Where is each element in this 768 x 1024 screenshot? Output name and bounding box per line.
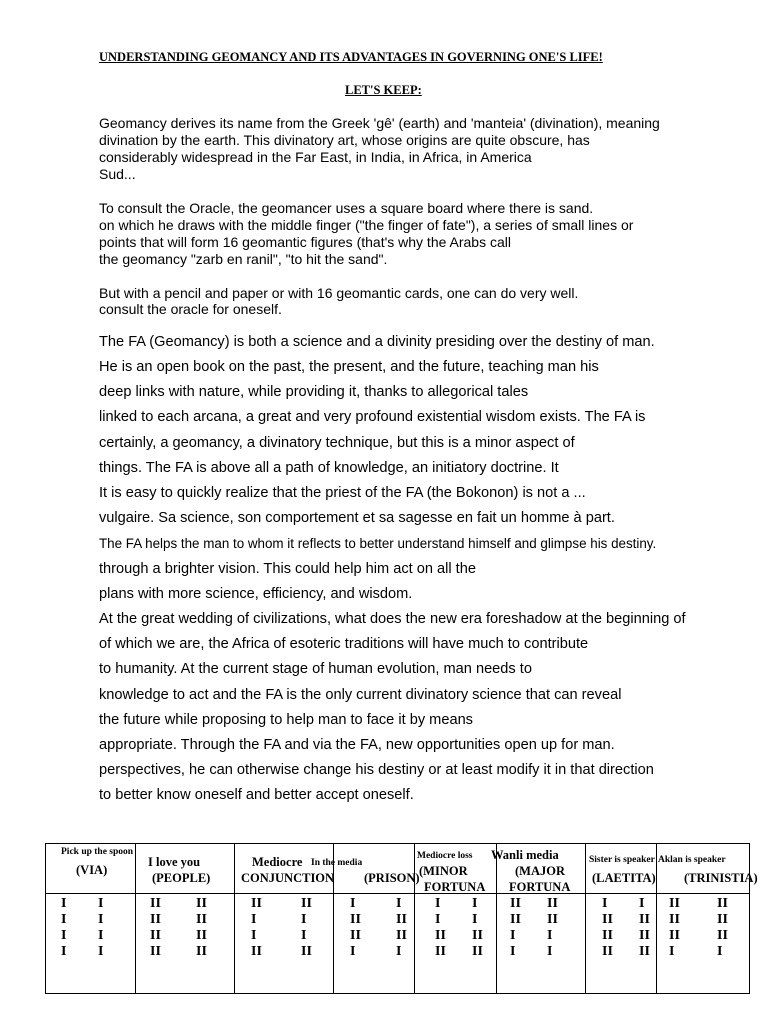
text-line: vulgaire. Sa science, son comportement et sa sagesse en fait un homme à part. [99,510,615,526]
header-label: (LAETITA) [592,871,656,885]
double-stroke-mark: II [301,896,312,911]
text-line: He is an open book on the past, the present, and the future, teaching man his [99,359,599,375]
figure-cell [334,894,415,994]
figure-row [415,912,496,928]
figure-row [586,928,656,944]
double-stroke-mark: II [717,928,728,943]
figure-row [136,912,234,928]
double-stroke-mark: II [472,928,483,943]
double-stroke-mark: II [396,928,407,943]
text-line: It is easy to quickly realize that the priest of the FA (the Bokonon) is not a ... [99,485,586,501]
single-stroke-mark: I [396,896,402,911]
double-stroke-mark: II [251,944,262,959]
figure-row [415,896,496,912]
double-stroke-mark: II [669,896,680,911]
figure-cell [586,894,657,994]
single-stroke-mark: I [98,944,104,959]
single-stroke-mark: I [435,896,441,911]
double-stroke-mark: II [196,912,207,927]
figure-row [136,944,234,960]
single-stroke-mark: I [669,944,675,959]
double-stroke-mark: II [547,912,558,927]
double-stroke-mark: II [639,944,650,959]
double-stroke-mark: II [196,928,207,943]
double-stroke-mark: II [435,944,446,959]
double-stroke-mark: II [510,896,521,911]
double-stroke-mark: II [602,928,613,943]
figure-row [586,944,656,960]
figure-row [497,896,585,912]
figure-row [497,928,585,944]
single-stroke-mark: I [301,912,307,927]
figure-row [415,944,496,960]
text-line: to better know oneself and better accept oneself. [99,787,414,803]
figure-row [136,896,234,912]
single-stroke-mark: I [472,912,478,927]
header-label: (PEOPLE) [152,871,211,885]
header-label: (MAJOR [515,864,565,878]
figure-cell [46,894,136,994]
text-line: But with a pencil and paper or with 16 geomantic cards, one can do very well. [99,285,579,301]
figure-row [415,928,496,944]
single-stroke-mark: I [547,944,553,959]
double-stroke-mark: II [472,944,483,959]
table-figures-row [46,894,750,994]
figure-row [235,896,333,912]
figure-row [334,912,414,928]
table-header-row [46,844,750,894]
text-line: perspectives, he can otherwise change his destiny or at least modify it in that direction [99,762,654,778]
text-line: Sud... [99,166,136,182]
double-stroke-mark: II [251,896,262,911]
header-label: FORTUNA [424,880,486,894]
figure-row [136,928,234,944]
figure-row [334,896,414,912]
text-line: knowledge to act and the FA is the only current divinatory science that can reveal [99,687,622,703]
figure-cell [415,894,497,994]
double-stroke-mark: II [602,912,613,927]
figure-row [235,912,333,928]
double-stroke-mark: II [150,896,161,911]
text-line: plans with more science, efficiency, and wisdom. [99,586,413,602]
header-label: Pick up the spoon [61,847,134,857]
text-line: linked to each arcana, a great and very profound existential wisdom exists. The FA is [99,409,646,425]
text-line: on which he draws with the middle finger ("the finger of fate"), a series of small lines or [99,217,634,233]
text-line: To consult the Oracle, the geomancer uses a square board where there is sand. [99,200,594,216]
double-stroke-mark: II [717,912,728,927]
figure-row [497,912,585,928]
double-stroke-mark: II [396,912,407,927]
header-label: (VIA) [76,863,108,877]
single-stroke-mark: I [435,912,441,927]
single-stroke-mark: I [61,912,67,927]
text-line: through a brighter vision. This could help him act on all the [99,561,476,577]
header-cell [46,844,136,894]
double-stroke-mark: II [602,944,613,959]
figure-cell [136,894,235,994]
header-label: Aklan is speaker [658,855,726,865]
figure-cell [235,894,334,994]
text-line: appropriate. Through the FA and via the FA, new opportunities open up for man. [99,737,615,753]
header-label: FORTUNA [509,880,571,894]
figure-row [334,944,414,960]
single-stroke-mark: I [472,896,478,911]
header-label: (PRISON) [364,871,420,885]
single-stroke-mark: I [350,944,356,959]
double-stroke-mark: II [669,928,680,943]
single-stroke-mark: I [350,896,356,911]
text-line: Geomancy derives its name from the Greek 'gê' (earth) and 'manteia' (divination), meaning [99,115,660,131]
single-stroke-mark: I [717,944,723,959]
double-stroke-mark: II [547,896,558,911]
text-line: The FA helps the man to whom it reflects to better understand himself and glimpse his destiny. [99,536,657,551]
header-label: (MINOR [419,864,468,878]
document-title: UNDERSTANDING GEOMANCY AND ITS ADVANTAGES IN GOVERNING ONE'S LIFE! [99,50,603,64]
header-cell [136,844,235,894]
text-line: of which we are, the Africa of esoteric traditions will have much to contribute [99,636,589,652]
figure-row [586,912,656,928]
double-stroke-mark: II [639,928,650,943]
text-line: points that will form 16 geomantic figures (that's why the Arabs call [99,234,511,250]
figure-row [235,928,333,944]
figure-row [235,944,333,960]
double-stroke-mark: II [350,912,361,927]
double-stroke-mark: II [717,896,728,911]
text-line: the future while proposing to help man to face it by means [99,712,473,728]
header-cell [491,844,586,894]
double-stroke-mark: II [196,896,207,911]
figure-row [46,944,135,960]
figure-row [586,896,656,912]
header-label: Mediocre loss [417,851,473,861]
figure-row [46,912,135,928]
double-stroke-mark: II [150,928,161,943]
single-stroke-mark: I [98,896,104,911]
single-stroke-mark: I [547,928,553,943]
document-subtitle: LET'S KEEP: [345,83,422,97]
double-stroke-mark: II [196,944,207,959]
text-line: things. The FA is above all a path of knowledge, an initiatory doctrine. It [99,460,559,476]
header-label: CONJUNCTION [241,871,335,885]
text-line: consult the oracle for oneself. [99,301,282,317]
double-stroke-mark: II [150,944,161,959]
header-cell [415,844,497,894]
single-stroke-mark: I [396,944,402,959]
header-label: I love you [148,855,201,869]
header-label: Mediocre [252,855,303,869]
header-cell [235,844,363,894]
text-line: the geomancy "zarb en ranil", "to hit the sand". [99,251,388,267]
figure-cell [657,894,750,994]
double-stroke-mark: II [639,912,650,927]
header-label: Sister is speaker [589,855,655,865]
double-stroke-mark: II [669,912,680,927]
single-stroke-mark: I [98,912,104,927]
figure-cell [497,894,586,994]
text-line: considerably widespread in the Far East, in India, in Africa, in America [99,149,532,165]
double-stroke-mark: II [510,912,521,927]
text-line: deep links with nature, while providing it, thanks to allegorical tales [99,384,529,400]
single-stroke-mark: I [510,928,516,943]
double-stroke-mark: II [435,928,446,943]
figure-row [497,944,585,960]
header-label: In the media [311,858,363,868]
double-stroke-mark: II [301,944,312,959]
header-cell [657,844,758,894]
figure-row [657,928,749,944]
header-cell [586,844,657,894]
single-stroke-mark: I [61,944,67,959]
text-line: to humanity. At the current stage of human evolution, man needs to [99,661,532,677]
figure-row [657,896,749,912]
single-stroke-mark: I [251,912,257,927]
figure-row [46,896,135,912]
header-label: (TRINISTIA) [684,871,758,885]
header-cell [334,844,420,894]
figure-row [657,944,749,960]
single-stroke-mark: I [61,896,67,911]
double-stroke-mark: II [350,928,361,943]
single-stroke-mark: I [251,928,257,943]
text-line: At the great wedding of civilizations, what does the new era foreshadow at the beginning of [99,611,686,627]
header-label: Wanli media [491,848,559,862]
single-stroke-mark: I [61,928,67,943]
figure-row [334,928,414,944]
text-line: The FA (Geomancy) is both a science and a divinity presiding over the destiny of man. [99,334,655,350]
figure-row [657,912,749,928]
text-line: divination by the earth. This divinatory art, whose origins are quite obscure, has [99,132,590,148]
single-stroke-mark: I [602,896,608,911]
figure-row [46,928,135,944]
single-stroke-mark: I [639,896,645,911]
single-stroke-mark: I [98,928,104,943]
single-stroke-mark: I [510,944,516,959]
double-stroke-mark: II [150,912,161,927]
single-stroke-mark: I [301,928,307,943]
text-line: certainly, a geomancy, a divinatory technique, but this is a minor aspect of [99,435,575,451]
geomantic-figures-table [45,843,758,994]
